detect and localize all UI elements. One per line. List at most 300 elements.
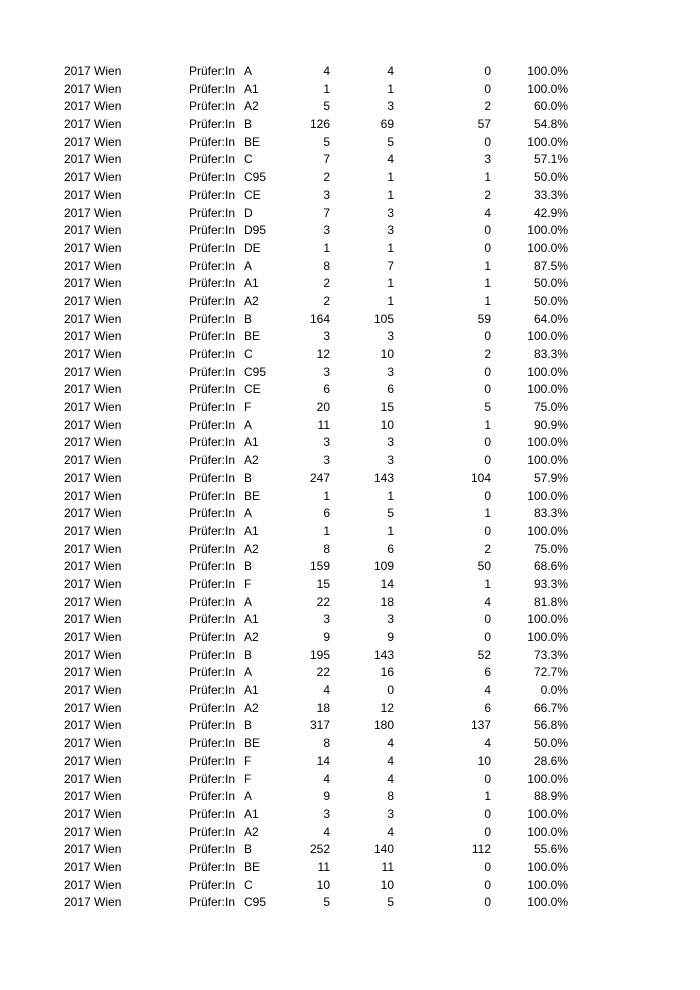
cell-role: Prüfer:In — [189, 382, 236, 397]
cell-count-total: 10 — [316, 877, 330, 892]
cell-category: C — [244, 152, 253, 167]
table-row — [0, 275, 700, 293]
cell-role: Prüfer:In — [189, 134, 236, 149]
cell-role: Prüfer:In — [189, 470, 236, 485]
table-row — [0, 364, 700, 382]
cell-count-failed: 2 — [484, 347, 491, 361]
cell-count-failed: 1 — [484, 293, 491, 308]
cell-pass-rate: 64.0% — [533, 311, 568, 326]
cell-count-failed: 0 — [484, 612, 491, 627]
cell-category: A2 — [244, 824, 259, 839]
table-row — [0, 258, 700, 276]
cell-pass-rate: 100.0% — [527, 453, 568, 468]
cell-count-failed: 0 — [484, 134, 491, 149]
cell-year-location: 2017 Wien — [64, 895, 122, 910]
cell-count-total: 3 — [323, 364, 330, 379]
cell-count-total: 3 — [323, 187, 330, 202]
cell-role: Prüfer:In — [189, 506, 236, 521]
cell-category: A1 — [244, 612, 259, 627]
cell-pass-rate: 83.3% — [533, 347, 568, 361]
cell-year-location: 2017 Wien — [64, 134, 122, 149]
cell-role: Prüfer:In — [189, 541, 236, 556]
cell-count-failed: 104 — [470, 470, 491, 485]
cell-count-passed: 1 — [387, 170, 394, 185]
cell-pass-rate: 100.0% — [527, 824, 568, 839]
cell-pass-rate: 88.9% — [533, 789, 568, 804]
cell-category: B — [244, 842, 253, 857]
cell-pass-rate: 60.0% — [533, 99, 568, 114]
table-row — [0, 841, 700, 859]
cell-count-failed: 57 — [477, 117, 491, 132]
cell-year-location: 2017 Wien — [64, 488, 122, 503]
cell-category: B — [244, 718, 253, 733]
cell-pass-rate: 100.0% — [527, 859, 568, 874]
cell-count-total: 5 — [323, 134, 330, 149]
cell-role: Prüfer:In — [189, 223, 236, 238]
cell-count-passed: 1 — [387, 523, 394, 538]
cell-count-failed: 0 — [484, 223, 491, 238]
cell-count-passed: 14 — [380, 576, 394, 591]
cell-category: B — [244, 311, 253, 326]
cell-pass-rate: 87.5% — [533, 258, 568, 273]
cell-count-failed: 6 — [484, 700, 491, 715]
cell-year-location: 2017 Wien — [64, 240, 122, 255]
cell-year-location: 2017 Wien — [64, 347, 122, 361]
cell-count-total: 11 — [317, 859, 330, 874]
cell-count-total: 4 — [323, 771, 330, 786]
cell-count-passed: 8 — [387, 789, 394, 804]
cell-count-passed: 4 — [387, 152, 394, 167]
cell-count-passed: 3 — [387, 435, 394, 450]
cell-count-total: 22 — [316, 665, 330, 680]
table-row — [0, 541, 700, 559]
table-row — [0, 434, 700, 452]
cell-category: C95 — [244, 364, 267, 379]
cell-category: A — [244, 64, 253, 78]
cell-count-passed: 3 — [387, 205, 394, 220]
cell-count-failed: 10 — [477, 753, 491, 768]
cell-count-total: 3 — [323, 329, 330, 344]
cell-count-failed: 1 — [484, 789, 491, 804]
cell-year-location: 2017 Wien — [64, 453, 122, 468]
cell-role: Prüfer:In — [189, 612, 236, 627]
cell-count-failed: 0 — [484, 877, 491, 892]
cell-year-location: 2017 Wien — [64, 647, 122, 662]
cell-count-failed: 4 — [484, 683, 491, 698]
cell-count-total: 3 — [323, 453, 330, 468]
table-row — [0, 735, 700, 753]
cell-category: CE — [244, 382, 261, 397]
cell-count-total: 20 — [316, 400, 330, 415]
cell-pass-rate: 100.0% — [527, 771, 568, 786]
cell-category: A1 — [244, 276, 259, 291]
cell-count-passed: 6 — [387, 541, 394, 556]
table-row — [0, 187, 700, 205]
table-row — [0, 452, 700, 470]
cell-count-failed: 1 — [484, 506, 491, 521]
cell-role: Prüfer:In — [189, 117, 236, 132]
cell-role: Prüfer:In — [189, 859, 236, 874]
cell-count-total: 317 — [309, 718, 330, 733]
cell-count-passed: 1 — [387, 293, 394, 308]
cell-pass-rate: 50.0% — [533, 170, 568, 185]
cell-role: Prüfer:In — [189, 81, 236, 96]
cell-pass-rate: 100.0% — [527, 64, 568, 78]
cell-category: D — [244, 205, 253, 220]
cell-count-passed: 143 — [373, 470, 394, 485]
cell-year-location: 2017 Wien — [64, 117, 122, 132]
cell-year-location: 2017 Wien — [64, 665, 122, 680]
cell-count-failed: 3 — [484, 152, 491, 167]
cell-year-location: 2017 Wien — [64, 417, 122, 432]
cell-count-failed: 0 — [484, 523, 491, 538]
cell-year-location: 2017 Wien — [64, 877, 122, 892]
table-row — [0, 788, 700, 806]
cell-count-total: 4 — [323, 64, 330, 78]
cell-count-passed: 4 — [387, 64, 394, 78]
table-row — [0, 346, 700, 364]
table-row — [0, 399, 700, 417]
cell-count-passed: 16 — [380, 665, 394, 680]
cell-count-failed: 1 — [484, 417, 491, 432]
cell-count-total: 126 — [309, 117, 330, 132]
cell-count-passed: 69 — [380, 117, 394, 132]
cell-count-passed: 3 — [387, 612, 394, 627]
cell-category: C95 — [244, 170, 267, 185]
cell-year-location: 2017 Wien — [64, 64, 122, 78]
cell-count-total: 6 — [323, 506, 330, 521]
cell-count-total: 252 — [309, 842, 330, 857]
cell-year-location: 2017 Wien — [64, 152, 122, 167]
cell-count-failed: 0 — [484, 895, 491, 910]
table-row — [0, 753, 700, 771]
cell-pass-rate: 57.9% — [533, 470, 568, 485]
cell-count-passed: 3 — [387, 806, 394, 821]
table-row — [0, 205, 700, 223]
cell-count-failed: 59 — [477, 311, 491, 326]
table-row — [0, 81, 700, 99]
cell-role: Prüfer:In — [189, 594, 236, 609]
cell-count-total: 7 — [323, 205, 330, 220]
cell-count-total: 195 — [309, 647, 330, 662]
cell-count-passed: 10 — [380, 417, 394, 432]
cell-count-passed: 3 — [387, 99, 394, 114]
cell-count-total: 1 — [323, 488, 330, 503]
cell-role: Prüfer:In — [189, 523, 236, 538]
cell-count-failed: 5 — [484, 400, 491, 415]
cell-count-passed: 3 — [387, 364, 394, 379]
cell-count-total: 15 — [316, 576, 330, 591]
cell-count-failed: 112 — [471, 842, 491, 857]
cell-count-total: 2 — [323, 170, 330, 185]
cell-count-total: 9 — [323, 630, 330, 644]
cell-year-location: 2017 Wien — [64, 400, 122, 415]
table-row — [0, 488, 700, 506]
cell-year-location: 2017 Wien — [64, 859, 122, 874]
cell-count-total: 5 — [323, 895, 330, 910]
cell-category: C — [244, 347, 253, 361]
cell-category: F — [244, 576, 252, 591]
table-row — [0, 134, 700, 152]
cell-count-passed: 1 — [387, 81, 394, 96]
cell-pass-rate: 100.0% — [527, 240, 568, 255]
table-row — [0, 328, 700, 346]
cell-category: BE — [244, 329, 261, 344]
cell-pass-rate: 90.9% — [533, 417, 568, 432]
cell-count-total: 9 — [323, 789, 330, 804]
cell-count-failed: 4 — [484, 594, 491, 609]
cell-category: A1 — [244, 81, 259, 96]
cell-count-total: 1 — [323, 81, 330, 96]
cell-year-location: 2017 Wien — [64, 506, 122, 521]
cell-category: A2 — [244, 99, 259, 114]
table-row — [0, 824, 700, 842]
cell-count-passed: 4 — [387, 771, 394, 786]
cell-pass-rate: 100.0% — [527, 523, 568, 538]
cell-role: Prüfer:In — [189, 435, 236, 450]
cell-pass-rate: 50.0% — [533, 293, 568, 308]
cell-pass-rate: 100.0% — [527, 877, 568, 892]
table-row — [0, 505, 700, 523]
cell-year-location: 2017 Wien — [64, 842, 122, 857]
cell-year-location: 2017 Wien — [64, 293, 122, 308]
cell-role: Prüfer:In — [189, 771, 236, 786]
cell-count-failed: 1 — [484, 170, 491, 185]
cell-role: Prüfer:In — [189, 718, 236, 733]
cell-category: D95 — [244, 223, 267, 238]
cell-count-total: 1 — [323, 523, 330, 538]
table-row — [0, 240, 700, 258]
cell-year-location: 2017 Wien — [64, 470, 122, 485]
cell-year-location: 2017 Wien — [64, 99, 122, 114]
cell-year-location: 2017 Wien — [64, 81, 122, 96]
cell-count-failed: 4 — [484, 205, 491, 220]
table-row — [0, 576, 700, 594]
cell-count-passed: 140 — [373, 842, 394, 857]
cell-role: Prüfer:In — [189, 99, 236, 114]
cell-count-total: 5 — [323, 99, 330, 114]
cell-count-failed: 0 — [484, 806, 491, 821]
table-row — [0, 682, 700, 700]
cell-category: F — [244, 771, 252, 786]
cell-count-passed: 1 — [387, 240, 394, 255]
cell-count-passed: 1 — [387, 488, 394, 503]
cell-count-failed: 0 — [484, 824, 491, 839]
cell-pass-rate: 42.9% — [533, 205, 568, 220]
cell-pass-rate: 57.1% — [533, 152, 568, 167]
cell-category: A1 — [244, 683, 259, 698]
cell-count-total: 3 — [323, 612, 330, 627]
cell-category: C95 — [244, 895, 267, 910]
cell-count-passed: 1 — [387, 276, 394, 291]
cell-year-location: 2017 Wien — [64, 541, 122, 556]
cell-pass-rate: 50.0% — [533, 276, 568, 291]
cell-count-failed: 50 — [477, 559, 491, 574]
table-row — [0, 664, 700, 682]
cell-role: Prüfer:In — [189, 417, 236, 432]
cell-count-passed: 5 — [387, 506, 394, 521]
cell-role: Prüfer:In — [189, 789, 236, 804]
cell-year-location: 2017 Wien — [64, 789, 122, 804]
cell-category: DE — [244, 240, 261, 255]
cell-category: A2 — [244, 541, 259, 556]
cell-count-failed: 0 — [484, 329, 491, 344]
cell-count-passed: 6 — [387, 382, 394, 397]
cell-count-passed: 10 — [380, 877, 394, 892]
cell-count-failed: 4 — [484, 736, 491, 751]
cell-pass-rate: 28.6% — [533, 753, 568, 768]
cell-count-failed: 0 — [484, 364, 491, 379]
cell-year-location: 2017 Wien — [64, 736, 122, 751]
cell-year-location: 2017 Wien — [64, 364, 122, 379]
cell-category: B — [244, 559, 253, 574]
cell-year-location: 2017 Wien — [64, 170, 122, 185]
cell-category: A — [244, 789, 253, 804]
cell-pass-rate: 100.0% — [527, 806, 568, 821]
cell-pass-rate: 68.6% — [533, 559, 568, 574]
table-row — [0, 700, 700, 718]
cell-category: B — [244, 470, 253, 485]
cell-year-location: 2017 Wien — [64, 683, 122, 698]
cell-year-location: 2017 Wien — [64, 329, 122, 344]
cell-role: Prüfer:In — [189, 576, 236, 591]
cell-category: A2 — [244, 293, 259, 308]
cell-category: B — [244, 647, 253, 662]
cell-count-failed: 0 — [484, 771, 491, 786]
table-row — [0, 523, 700, 541]
cell-count-failed: 137 — [470, 718, 491, 733]
cell-category: A1 — [244, 806, 259, 821]
cell-count-passed: 105 — [373, 311, 394, 326]
cell-role: Prüfer:In — [189, 276, 236, 291]
cell-count-total: 8 — [323, 736, 330, 751]
cell-count-passed: 5 — [387, 895, 394, 910]
cell-year-location: 2017 Wien — [64, 771, 122, 786]
cell-pass-rate: 81.8% — [533, 594, 568, 609]
cell-year-location: 2017 Wien — [64, 576, 122, 591]
table-row — [0, 151, 700, 169]
cell-count-total: 1 — [323, 240, 330, 255]
data-table — [0, 63, 700, 912]
cell-role: Prüfer:In — [189, 400, 236, 415]
cell-count-total: 8 — [323, 541, 330, 556]
cell-pass-rate: 55.6% — [533, 842, 568, 857]
table-row — [0, 717, 700, 735]
cell-category: BE — [244, 859, 261, 874]
cell-count-passed: 5 — [387, 134, 394, 149]
table-row — [0, 470, 700, 488]
cell-role: Prüfer:In — [189, 205, 236, 220]
cell-count-passed: 3 — [387, 453, 394, 468]
table-row — [0, 558, 700, 576]
cell-year-location: 2017 Wien — [64, 718, 122, 733]
cell-pass-rate: 93.3% — [533, 576, 568, 591]
cell-pass-rate: 83.3% — [533, 506, 568, 521]
cell-count-failed: 1 — [484, 258, 491, 273]
cell-count-total: 3 — [323, 223, 330, 238]
cell-role: Prüfer:In — [189, 187, 236, 202]
cell-year-location: 2017 Wien — [64, 523, 122, 538]
cell-count-failed: 0 — [484, 64, 491, 78]
cell-category: A1 — [244, 523, 259, 538]
table-row — [0, 877, 700, 895]
cell-role: Prüfer:In — [189, 453, 236, 468]
cell-pass-rate: 73.3% — [533, 647, 568, 662]
cell-category: C — [244, 877, 253, 892]
cell-count-total: 4 — [323, 824, 330, 839]
cell-role: Prüfer:In — [189, 806, 236, 821]
cell-count-total: 14 — [316, 753, 330, 768]
cell-count-total: 3 — [323, 435, 330, 450]
cell-count-failed: 0 — [484, 488, 491, 503]
cell-count-passed: 12 — [380, 700, 394, 715]
table-row — [0, 116, 700, 134]
table-row — [0, 859, 700, 877]
cell-count-passed: 3 — [387, 223, 394, 238]
cell-count-failed: 1 — [484, 576, 491, 591]
table-row — [0, 98, 700, 116]
cell-role: Prüfer:In — [189, 824, 236, 839]
cell-role: Prüfer:In — [189, 665, 236, 680]
cell-pass-rate: 100.0% — [527, 895, 568, 910]
cell-count-passed: 18 — [380, 594, 394, 609]
cell-pass-rate: 100.0% — [527, 329, 568, 344]
cell-count-failed: 0 — [484, 435, 491, 450]
cell-count-total: 3 — [323, 806, 330, 821]
cell-count-passed: 143 — [373, 647, 394, 662]
cell-count-total: 247 — [309, 470, 330, 485]
cell-count-total: 2 — [323, 293, 330, 308]
cell-count-failed: 52 — [477, 647, 491, 662]
cell-year-location: 2017 Wien — [64, 559, 122, 574]
cell-year-location: 2017 Wien — [64, 205, 122, 220]
cell-role: Prüfer:In — [189, 152, 236, 167]
cell-count-total: 4 — [323, 683, 330, 698]
cell-role: Prüfer:In — [189, 700, 236, 715]
cell-category: A — [244, 417, 253, 432]
cell-role: Prüfer:In — [189, 736, 236, 751]
cell-count-total: 164 — [309, 311, 330, 326]
cell-role: Prüfer:In — [189, 683, 236, 698]
table-row — [0, 293, 700, 311]
cell-category: A — [244, 258, 253, 273]
cell-year-location: 2017 Wien — [64, 806, 122, 821]
cell-count-total: 12 — [316, 347, 330, 361]
cell-count-passed: 10 — [380, 347, 394, 361]
cell-count-total: 22 — [316, 594, 330, 609]
cell-year-location: 2017 Wien — [64, 258, 122, 273]
cell-category: CE — [244, 187, 261, 202]
cell-role: Prüfer:In — [189, 347, 236, 361]
cell-count-failed: 6 — [484, 665, 491, 680]
cell-role: Prüfer:In — [189, 311, 236, 326]
cell-count-total: 18 — [316, 700, 330, 715]
cell-count-failed: 2 — [484, 99, 491, 114]
cell-year-location: 2017 Wien — [64, 594, 122, 609]
cell-count-passed: 7 — [387, 258, 394, 273]
table-row — [0, 894, 700, 912]
cell-count-passed: 3 — [387, 329, 394, 344]
table-row — [0, 222, 700, 240]
cell-year-location: 2017 Wien — [64, 824, 122, 839]
cell-count-failed: 2 — [484, 541, 491, 556]
cell-role: Prüfer:In — [189, 753, 236, 768]
cell-count-passed: 15 — [380, 400, 394, 415]
cell-count-passed: 180 — [373, 718, 394, 733]
cell-category: BE — [244, 134, 261, 149]
cell-count-total: 7 — [323, 152, 330, 167]
cell-count-failed: 1 — [484, 276, 491, 291]
